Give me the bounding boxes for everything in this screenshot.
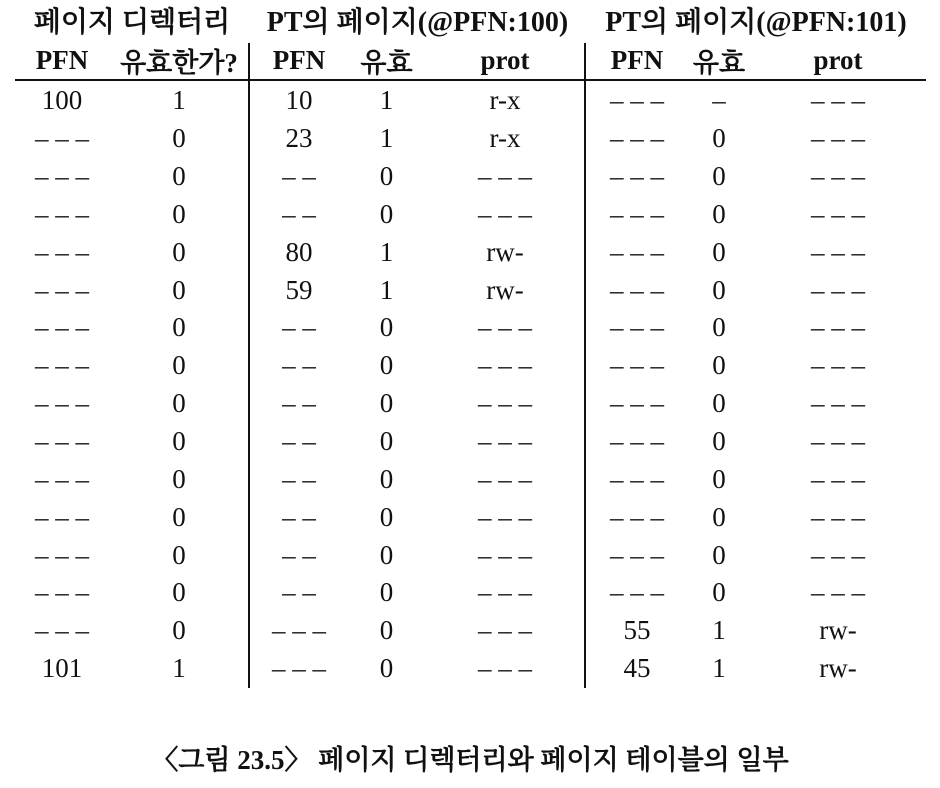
column-header-pfn: PFN — [272, 44, 326, 75]
table-cell: – – – — [35, 426, 89, 457]
table-cell: 0 — [712, 350, 726, 381]
table-cell: 0 — [172, 426, 186, 457]
page-table-pfn100-header-row — [249, 43, 586, 77]
table-cell: 0 — [712, 577, 726, 608]
table-cell: 101 — [41, 653, 83, 684]
table-cell: – – – — [35, 463, 89, 494]
table-cell: 0 — [172, 388, 186, 419]
table-cell: 0 — [379, 577, 394, 608]
table-cell: 0 — [172, 236, 186, 267]
column-header-valid: 유효 — [360, 47, 413, 78]
table-cell: – – – — [478, 350, 532, 381]
table-cell: 0 — [712, 123, 726, 154]
table-cell: – – — [282, 388, 316, 419]
page-directory-rows — [15, 82, 249, 688]
table-cell: – – – — [811, 198, 865, 229]
table-cell: – – — [282, 161, 316, 192]
table-cell: – – – — [811, 539, 865, 570]
table-cell: 0 — [172, 577, 186, 608]
table-cell: 0 — [712, 312, 726, 343]
column-header-valid: 유효한가? — [120, 47, 238, 78]
table-cell: – – — [282, 539, 316, 570]
table-cell: – – – — [35, 501, 89, 532]
table-cell: – – – — [610, 198, 664, 229]
table-cell: 80 — [285, 236, 313, 267]
table-cell: 1 — [379, 85, 394, 116]
table-cell: – – – — [478, 463, 532, 494]
page-table-pfn101-header-row — [586, 43, 926, 77]
table-cell: – – – — [35, 577, 89, 608]
table-cell: 0 — [379, 350, 394, 381]
table-cell: – – – — [478, 426, 532, 457]
table-cell: 0 — [379, 312, 394, 343]
table-cell: 0 — [712, 161, 726, 192]
table-cell: – – – — [35, 198, 89, 229]
table-cell: 0 — [379, 653, 394, 684]
page-table-pfn100-title: PT의 페이지(@PFN:100) — [266, 7, 569, 38]
table-cell: 0 — [172, 312, 186, 343]
table-cell: 0 — [172, 539, 186, 570]
column-header-prot: prot — [813, 44, 863, 75]
table-cell: – – – — [811, 350, 865, 381]
table-cell: – – – — [35, 539, 89, 570]
table-cell: 1 — [379, 123, 394, 154]
table-cell: – – – — [478, 161, 532, 192]
table-cell: – – – — [478, 539, 532, 570]
table-cell: 1 — [172, 653, 186, 684]
table-cell: – – – — [478, 577, 532, 608]
table-cell: rw- — [819, 615, 857, 646]
table-cell: 0 — [172, 615, 186, 646]
table-cell: – – – — [610, 539, 664, 570]
table-cell: – – – — [478, 388, 532, 419]
table-cell: 0 — [712, 388, 726, 419]
table-cell: 0 — [379, 388, 394, 419]
column-header-prot: prot — [480, 44, 530, 75]
table-cell: 1 — [379, 236, 394, 267]
table-cell: 0 — [172, 198, 186, 229]
table-cell: 0 — [712, 426, 726, 457]
column-header-pfn: PFN — [610, 44, 664, 75]
figure-caption: 〈그림 23.5〉 페이지 디렉터리와 페이지 테이블의 일부 — [151, 745, 789, 775]
table-cell: 0 — [379, 426, 394, 457]
table-cell: – – – — [610, 463, 664, 494]
table-cell: 1 — [712, 653, 726, 684]
page-table-pfn100-rows — [249, 82, 586, 688]
table-cell: – – – — [272, 615, 326, 646]
table-cell: – – – — [811, 388, 865, 419]
table-cell: – – – — [610, 274, 664, 305]
page-table-pfn101-title: PT의 페이지(@PFN:101) — [605, 7, 907, 38]
table-cell: 0 — [172, 463, 186, 494]
table-cell: – – – — [811, 123, 865, 154]
table-cell: 0 — [712, 236, 726, 267]
table-cell: – – — [282, 350, 316, 381]
table-cell: – – – — [811, 274, 865, 305]
page-directory-header-row — [15, 43, 249, 77]
table-cell: – – – — [610, 161, 664, 192]
table-cell: 59 — [285, 274, 313, 305]
table-cell: – – — [282, 198, 316, 229]
table-cell: r-x — [489, 85, 521, 116]
table-cell: – – – — [811, 236, 865, 267]
table-cell: – – – — [35, 236, 89, 267]
table-cell: 45 — [623, 653, 651, 684]
table-cell: rw- — [486, 274, 524, 305]
table-cell: – – – — [811, 463, 865, 494]
table-cell: 0 — [172, 123, 186, 154]
table-cell: – – – — [610, 236, 664, 267]
table-cell: 1 — [712, 615, 726, 646]
table-cell: 0 — [379, 615, 394, 646]
table-cell: rw- — [486, 236, 524, 267]
table-cell: 55 — [623, 615, 651, 646]
table-cell: 100 — [41, 85, 83, 116]
page-directory-title: 페이지 디렉터리 — [33, 7, 231, 38]
table-cell: 0 — [172, 161, 186, 192]
table-cell: – – – — [610, 577, 664, 608]
table-cell: 0 — [379, 539, 394, 570]
table-cell: – – – — [272, 653, 326, 684]
table-cell: – – – — [811, 312, 865, 343]
table-cell: 0 — [712, 539, 726, 570]
table-cell: – – – — [35, 161, 89, 192]
table-cell: 0 — [379, 161, 394, 192]
table-cell: 0 — [172, 501, 186, 532]
table-cell: – – – — [610, 501, 664, 532]
table-cell: 0 — [172, 350, 186, 381]
page-table-pfn101-rows — [586, 82, 926, 688]
table-cell: – – – — [35, 350, 89, 381]
table-cell: – – — [282, 426, 316, 457]
table-cell: – – – — [478, 312, 532, 343]
table-cell: – – – — [811, 161, 865, 192]
column-header-pfn: PFN — [35, 44, 89, 75]
table-cell: 0 — [379, 501, 394, 532]
table-cell: 0 — [712, 501, 726, 532]
table-cell: – – – — [35, 123, 89, 154]
table-cell: – – – — [811, 501, 865, 532]
table-cell: – – — [282, 501, 316, 532]
table-cell: rw- — [819, 653, 857, 684]
table-cell: – – – — [35, 274, 89, 305]
table-cell: 0 — [712, 463, 726, 494]
table-cell: – – – — [35, 388, 89, 419]
table-cell: 1 — [172, 85, 186, 116]
table-cell: r-x — [489, 123, 521, 154]
table-cell: – – – — [610, 85, 664, 116]
table-cell: 0 — [712, 198, 726, 229]
table-cell: – – – — [811, 577, 865, 608]
table-cell: – – – — [478, 653, 532, 684]
table-cell: – – – — [610, 426, 664, 457]
table-cell: 0 — [379, 463, 394, 494]
table-cell: – – — [282, 312, 316, 343]
column-header-valid: 유효 — [692, 47, 746, 78]
table-cell: – – – — [811, 85, 865, 116]
table-cell: – – — [282, 463, 316, 494]
table-cell: – – – — [35, 312, 89, 343]
table-cell: – – – — [610, 312, 664, 343]
table-cell: – – – — [478, 198, 532, 229]
table-cell: – – — [282, 577, 316, 608]
table-cell: 23 — [285, 123, 313, 154]
table-cell: – – – — [610, 388, 664, 419]
table-cell: 0 — [379, 198, 394, 229]
table-cell: 10 — [285, 85, 313, 116]
table-cell: – – – — [35, 615, 89, 646]
table-cell: – – – — [478, 501, 532, 532]
table-cell: – – – — [610, 123, 664, 154]
table-cell: – – – — [811, 426, 865, 457]
table-cell: 0 — [172, 274, 186, 305]
table-cell: – – – — [610, 350, 664, 381]
table-cell: 0 — [712, 274, 726, 305]
table-cell: – – – — [478, 615, 532, 646]
table-cell: – — [712, 85, 726, 116]
table-cell: 1 — [379, 274, 394, 305]
